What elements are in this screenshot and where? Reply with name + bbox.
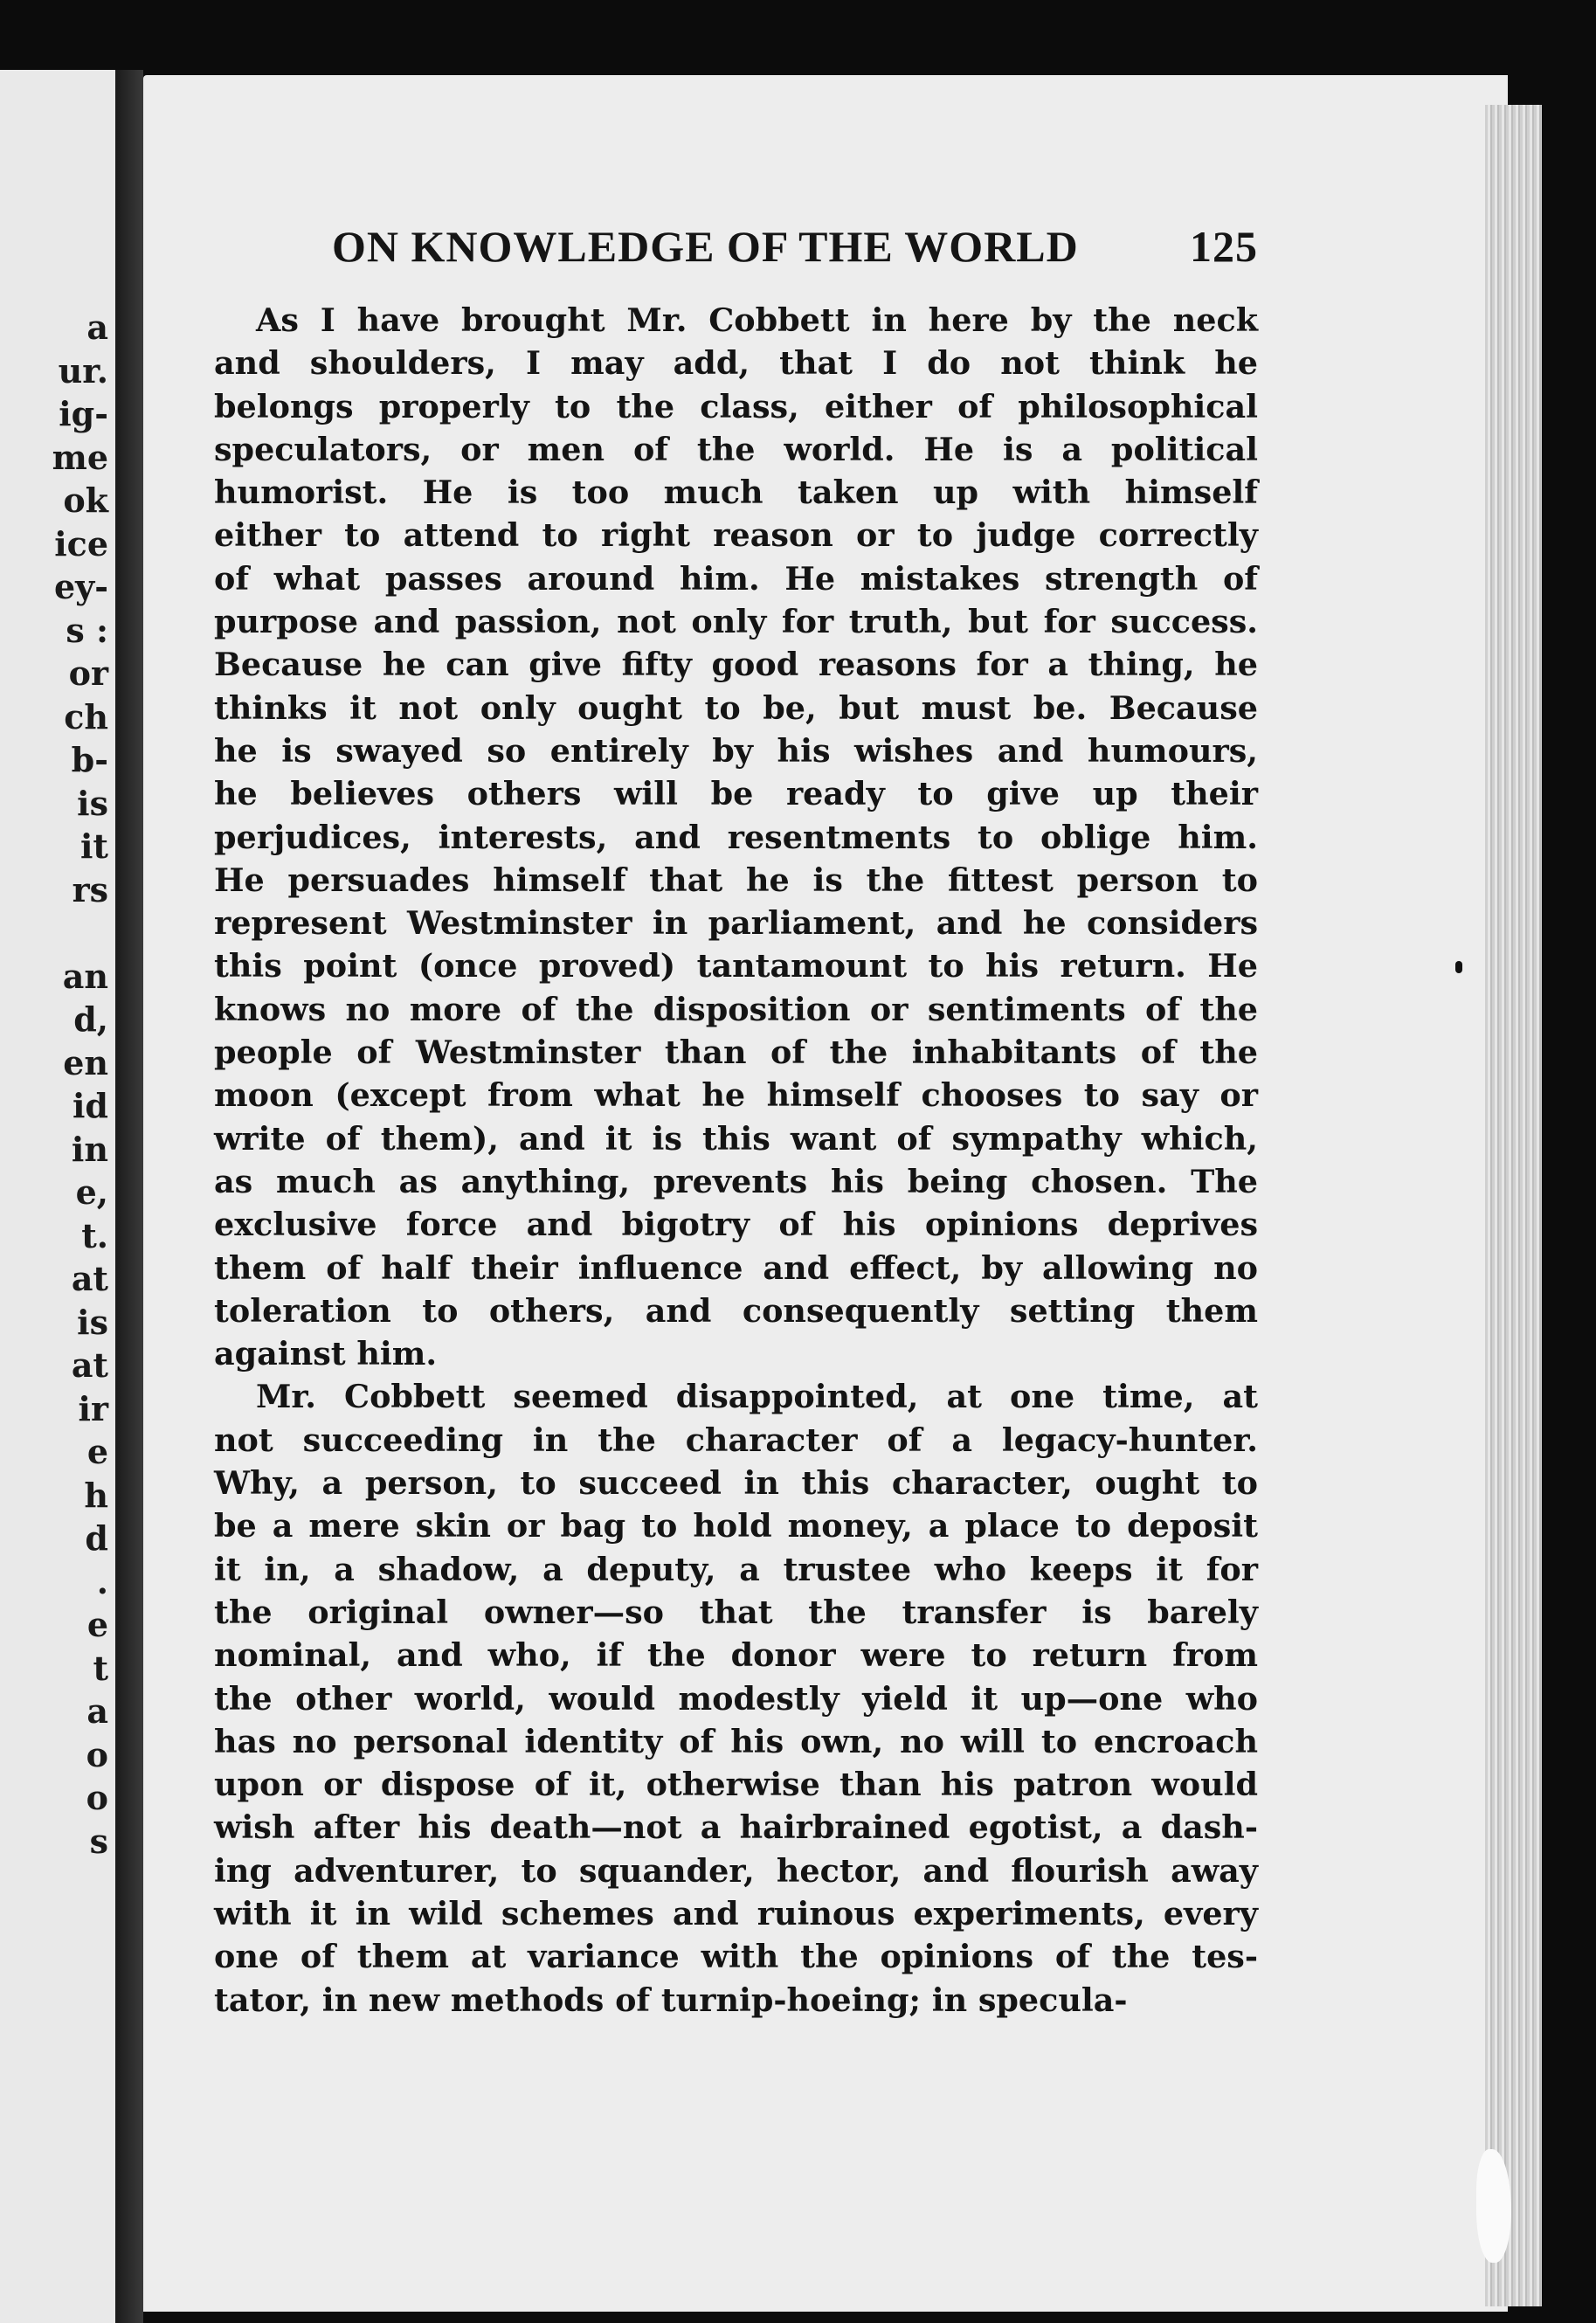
facing-page-fragment: me [52, 437, 108, 477]
facing-page-fragment: a [86, 308, 108, 347]
facing-page-fragment: ig- [59, 394, 108, 433]
facing-page-fragment: e, [75, 1172, 108, 1212]
text-line: of what passes around him. He mistakes strength of [214, 559, 1258, 598]
facing-page-fragment: an [62, 956, 108, 996]
text-line: he believes others will be ready to give up their [214, 775, 1258, 813]
facing-page-fragment: t. [81, 1215, 108, 1255]
facing-page-fragment: it [80, 826, 108, 866]
facing-page-fragment: o [86, 1778, 108, 1817]
facing-page-fragment: t [93, 1648, 108, 1688]
body-text [214, 299, 1258, 2022]
facing-page-fragment: s : [66, 610, 108, 650]
facing-page-left [0, 70, 121, 2323]
facing-page-fragment: id [72, 1086, 108, 1125]
facing-page-fragment: en [63, 1042, 108, 1082]
text-line: people of Westminster than of the inhabitants of the [214, 1034, 1258, 1072]
book-gutter [115, 70, 143, 2323]
facing-page-text-fragments [52, 306, 108, 1863]
text-line: write of them), and it is this want of sympathy which, [214, 1119, 1258, 1158]
text-line: has no personal identity of his own, no will to encroach [214, 1722, 1258, 1760]
facing-page-fragment: at [71, 1259, 108, 1298]
text-line: and shoulders, I may add, that I do not think he [214, 344, 1258, 383]
text-line: it in, a shadow, a deputy, a trustee who keeps it for [214, 1550, 1258, 1588]
text-line: moon (except from what he himself chooses to say or [214, 1076, 1258, 1115]
text-line: As I have brought Mr. Cobbett in here by the neck [256, 301, 1258, 339]
text-line: Why, a person, to succeed in this character, ought to [214, 1464, 1258, 1503]
text-line: represent Westminster in parliament, and he considers [214, 904, 1258, 943]
text-line: be a mere skin or bag to hold money, a place to deposit [214, 1507, 1258, 1545]
facing-page-fragment [52, 911, 108, 955]
text-line: nominal, and who, if the donor were to return from [214, 1636, 1258, 1675]
text-line: He persuades himself that he is the fittest person to [214, 861, 1258, 899]
running-head-title: ON KNOWLEDGE OF THE WORLD [332, 222, 1079, 271]
facing-page-fragment: is [77, 783, 108, 823]
text-line: tator, in new methods of turnip-hoeing; in specula- [214, 1981, 1128, 2019]
text-line: thinks it not only ought to be, but must be. Because [214, 688, 1258, 727]
facing-page-fragment: or [68, 653, 108, 693]
text-line: purpose and passion, not only for truth, but for success. [214, 603, 1258, 641]
page-edges [1485, 105, 1542, 2306]
text-line: knows no more of the disposition or sentiments of the [214, 990, 1258, 1028]
facing-page-fragment: . [96, 1561, 108, 1601]
paragraph [214, 299, 1258, 1375]
facing-page-fragment: d [85, 1518, 108, 1558]
text-line: ing adventurer, to squander, hector, and flourish away [214, 1851, 1258, 1890]
text-line: not succeeding in the character of a legacy-hunter. [214, 1421, 1258, 1459]
facing-page-fragment: s [89, 1821, 108, 1861]
text-line: wish after his death—not a hairbrained egotist, a dash- [214, 1808, 1258, 1847]
facing-page-fragment: a [86, 1691, 108, 1731]
text-line: exclusive force and bigotry of his opinions deprives [214, 1206, 1258, 1244]
ink-speck [1455, 961, 1462, 973]
facing-page-fragment: is [77, 1302, 108, 1342]
facing-page-fragment: ch [64, 696, 108, 736]
paragraph [214, 1375, 1258, 2021]
text-line: one of them at variance with the opinions of the tes- [214, 1938, 1258, 1976]
facing-page-fragment: ur. [58, 350, 108, 391]
text-line: Because he can give fifty good reasons for a thing, he [214, 646, 1258, 684]
facing-page-fragment: o [86, 1734, 108, 1774]
facing-page-fragment: ice [54, 523, 108, 563]
text-line: with it in wild schemes and ruinous experiments, every [214, 1894, 1258, 1932]
text-line: belongs properly to the class, either of philosophical [214, 387, 1258, 425]
text-line: humorist. He is too much taken up with himself [214, 474, 1258, 512]
text-line: the original owner—so that the transfer is barely [214, 1593, 1258, 1631]
text-line: upon or dispose of it, otherwise than his patron would [214, 1766, 1258, 1804]
facing-page-fragment: rs [72, 869, 108, 909]
facing-page-fragment: e [86, 1432, 108, 1471]
facing-page-fragment: in [71, 1129, 108, 1169]
text-line: speculators, or men of the world. He is a political [214, 430, 1258, 468]
facing-page-fragment: b- [71, 740, 108, 779]
text-line: either to attend to right reason or to judge correctly [214, 516, 1258, 555]
text-line: the other world, would modestly yield it up—one who [214, 1679, 1258, 1718]
facing-page-fragment: at [71, 1345, 108, 1385]
facing-page-fragment: ok [63, 481, 108, 520]
text-line: this point (once proved) tantamount to his return. He [214, 947, 1258, 985]
facing-page-fragment: ey- [53, 567, 108, 606]
text-line: against him. [214, 1335, 438, 1373]
facing-page-fragment: ir [78, 1388, 108, 1428]
text-line: as much as anything, prevents his being chosen. The [214, 1162, 1258, 1200]
text-line: them of half their influence and effect, by allowing no [214, 1248, 1258, 1287]
page-number: 125 [1190, 222, 1258, 271]
text-line: perjudices, interests, and resentments to oblige him. [214, 818, 1258, 856]
text-line: toleration to others, and consequently setting them [214, 1291, 1258, 1330]
text-line: Mr. Cobbett seemed disappointed, at one time, at [256, 1378, 1258, 1416]
running-head [332, 218, 1258, 274]
text-line: he is swayed so entirely by his wishes and humours, [214, 731, 1258, 770]
facing-page-fragment: d, [73, 999, 108, 1039]
facing-page-fragment: e [86, 1605, 108, 1644]
facing-page-fragment: h [84, 1475, 108, 1515]
